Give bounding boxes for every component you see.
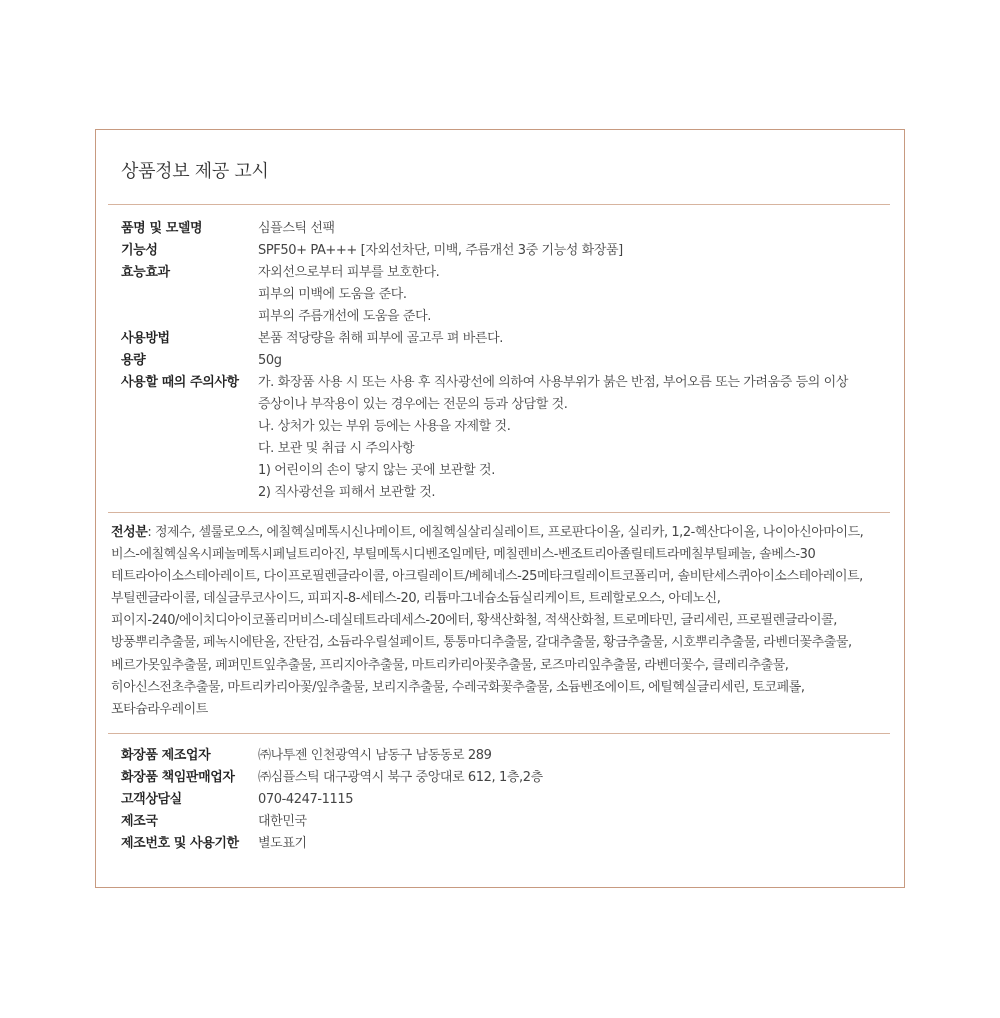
ingredients-text: : 정제수, 셀룰로오스, 에칠헥실메톡시신나메이트, 에칠헥실살리실레이트, 프로판다이올, 실리카, 1,2-헥산다이올, 나이아신아마이드, (147, 525, 864, 540)
company-row-manufacturer (121, 745, 891, 767)
info-value-line: 피부의 미백에 도움을 준다. (258, 287, 407, 302)
page-title: 상품정보 제공 고시 (121, 161, 269, 182)
ingredients-line: 피이지-240/에이치디아이코폴리머비스-데실테트라데세스-20에터, 황색산화철, 적색산화철, 트로메타민, 글리세린, 프로필렌글라이콜, (111, 613, 837, 629)
company-value (258, 745, 891, 767)
ingredients-line (111, 522, 891, 544)
info-value (258, 262, 891, 328)
product-info-table (121, 218, 891, 504)
company-value (258, 767, 891, 789)
company-value-line: ㈜심플스틱 대구광역시 북구 중앙대로 612, 1층,2층 (258, 770, 543, 785)
company-value-line: 별도표기 (258, 836, 307, 851)
info-value (258, 218, 891, 240)
company-row-seller (121, 767, 891, 789)
info-value-line: 50g (258, 353, 282, 368)
info-value-line: 2) 직사광선을 피해서 보관할 것. (258, 485, 436, 500)
ingredients-list (111, 522, 891, 721)
company-label: 화장품 책임판매업자 (121, 770, 235, 785)
info-row-effect (121, 262, 891, 328)
ingredients-line: 방풍뿌리추출물, 페녹시에탄올, 잔탄검, 소듐라우릴설페이트, 통통마디추출물, 갈대추출물, 황금추출물, 시호뿌리추출물, 라벤더꽃추출물, (111, 635, 852, 651)
info-value (258, 372, 891, 504)
info-value-line: SPF50+ PA+++ [자외선차단, 미백, 주름개선 3중 기능성 화장품] (258, 243, 623, 258)
divider (108, 204, 890, 205)
info-value (258, 240, 891, 262)
company-label: 고객상담실 (121, 792, 182, 807)
info-value (258, 350, 891, 372)
info-value-line: 증상이나 부작용이 있는 경우에는 전문의 등과 상담할 것. (258, 397, 568, 412)
info-value-line: 가. 화장품 사용 시 또는 사용 후 직사광선에 의하여 사용부위가 붉은 반점, 부어오름 또는 가려움증 등의 이상 (258, 375, 848, 390)
info-value-line: 본품 적당량을 취해 피부에 골고루 펴 바른다. (258, 331, 503, 346)
info-row-caution (121, 372, 891, 504)
company-value-line: 대한민국 (258, 814, 307, 829)
ingredients-line: 베르가못잎추출물, 페퍼민트잎추출물, 프리지아추출물, 마트리카리아꽃추출물, 로즈마리잎추출물, 라벤더꽃수, 클레리추출물, (111, 657, 789, 673)
company-row-country (121, 811, 891, 833)
info-value (258, 328, 891, 350)
company-label: 제조번호 및 사용기한 (121, 836, 239, 851)
info-value-line: 다. 보관 및 취급 시 주의사항 (258, 441, 415, 456)
info-label: 효능효과 (121, 265, 170, 280)
company-row-customer-service (121, 789, 891, 811)
info-label: 사용할 때의 주의사항 (121, 375, 239, 390)
company-label: 화장품 제조업자 (121, 748, 211, 763)
ingredients-line: 테트라아이소스테아레이트, 다이프로필렌글라이콜, 아크릴레이트/베헤네스-25메타크릴레이트코폴리머, 솔비탄세스퀴아이소스테아레이트, (111, 569, 863, 585)
company-info-table (121, 745, 891, 855)
info-label: 용량 (121, 353, 146, 368)
info-row-usage (121, 328, 891, 350)
info-label: 기능성 (121, 243, 158, 258)
company-value-line: ㈜나투젠 인천광역시 남동구 남동동로 289 (258, 748, 492, 763)
product-info-notice (95, 129, 905, 888)
info-row-volume (121, 350, 891, 372)
ingredients-line: 부틸렌글라이콜, 데실글루코사이드, 피피지-8-세테스-20, 리튬마그네슘소듐실리케이트, 트레할로오스, 아데노신, (111, 591, 721, 607)
info-value-line: 1) 어린이의 손이 닿지 않는 곳에 보관할 것. (258, 463, 495, 478)
company-label: 제조국 (121, 814, 158, 829)
info-row-model (121, 218, 891, 240)
info-value-line: 심플스틱 선팩 (258, 221, 335, 236)
info-label: 품명 및 모델명 (121, 221, 203, 236)
divider (108, 512, 890, 513)
ingredients-label: 전성분 (111, 525, 148, 540)
company-row-lot-expiry (121, 833, 891, 855)
company-value (258, 811, 891, 833)
company-value (258, 789, 891, 811)
company-value (258, 833, 891, 855)
ingredients-line: 히아신스전초추출물, 마트리카리아꽃/잎추출물, 보리지추출물, 수레국화꽃추출물, 소듐벤조에이트, 에틸헥실글리세린, 토코페롤, (111, 679, 805, 695)
info-value-line: 피부의 주름개선에 도움을 준다. (258, 309, 431, 324)
info-value-line: 자외선으로부터 피부를 보호한다. (258, 265, 440, 280)
ingredients-line: 비스-에칠헥실옥시페놀메톡시페닐트리아진, 부틸메톡시디벤조일메탄, 메칠렌비스-벤조트리아졸릴테트라메칠부틸페놀, 솔베스-30 (111, 547, 816, 563)
company-value-line: 070-4247-1115 (258, 792, 354, 807)
ingredients-line: 포타슘라우레이트 (111, 701, 208, 717)
info-row-function (121, 240, 891, 262)
info-value-line: 나. 상처가 있는 부위 등에는 사용을 자제할 것. (258, 419, 511, 434)
info-label: 사용방법 (121, 331, 170, 346)
divider (108, 733, 890, 734)
